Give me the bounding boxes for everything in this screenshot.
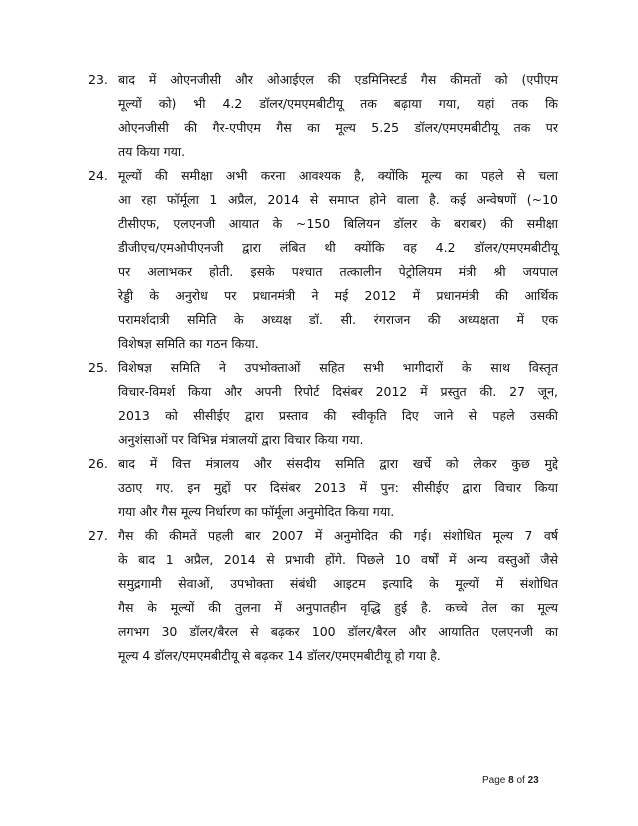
paragraph-line: लगभग 30 डॉलर/बैरल से बढ़कर 100 डॉलर/बैरल और आयातित एलएनजी का [118,624,558,639]
footer-page-word: Page [482,775,506,786]
footer-of-word: of [516,775,525,786]
paragraph-line: 2013 को सीसीईए द्वारा प्रस्ताव की स्वीकृति दिए जाने से पहले उसकी [118,408,558,423]
paragraph-line: गैस की कीमतें पहली बार 2007 में अनुमोदित की गई। संशोधित मूल्य 7 वर्ष [118,528,558,543]
paragraph-line: मूल्य 4 डॉलर/एमएमबीटीयू से बढ़कर 14 डॉलर/एमएमबीटीयू हो गया है. [118,648,441,663]
paragraph-number: 27. [88,528,108,543]
paragraph-line: गैस के मूल्यों की तुलना में अनुपातहीन वृद्धि हुई है. कच्चे तेल का मूल्य [118,600,558,615]
page-footer [482,775,539,786]
paragraph-number: 24. [88,168,108,183]
paragraph-line: विशेषज्ञ समिति ने उपभोक्ताओं सहित सभी भागीदारों के साथ विस्तृत [118,360,558,375]
paragraph-line: विचार-विमर्श किया और अपनी रिपोर्ट दिसंबर 2012 में प्रस्तुत की. 27 जून, [118,384,558,399]
paragraph-number: 26. [88,456,108,471]
paragraph-line: समुद्रगामी सेवाओं, उपभोक्ता संबंधी आइटम इत्यादि के मूल्यों में संशोधित [118,576,558,591]
paragraph-line: विशेषज्ञ समिति का गठन किया. [118,336,259,351]
paragraph-line: डीजीएच/एमओपीएनजी द्वारा लंबित थी क्योंकि वह 4.2 डॉलर/एमएमबीटीयू [118,240,558,255]
paragraph-line: मूल्यों को) भी 4.2 डॉलर/एमएमबीटीयू तक बढ़ाया गया, यहां तक कि [118,96,558,111]
paragraph-number: 25. [88,360,108,375]
footer-total-pages: 23 [527,775,539,786]
paragraph-line: टीसीएफ, एलएनजी आयात के ~150 बिलियन डॉलर के बराबर) की समीक्षा [118,216,558,231]
paragraph-line: ओएनजीसी की गैर-एपीएम गैस का मूल्य 5.25 डॉलर/एमएमबीटीयू तक पर [118,120,558,135]
paragraph-line: मूल्यों की समीक्षा अभी करना आवश्यक है, क्योंकि मूल्य का पहले से चला [118,168,558,183]
paragraph-line: पर अलाभकर होती. इसके पश्चात तत्कालीन पेट्रोलियम मंत्री श्री जयपाल [118,264,558,279]
paragraph-line: बाद में ओएनजीसी और ओआईएल की एडमिनिस्टर्ड गैस कीमतों को (एपीएम [118,72,558,87]
paragraph-line: के बाद 1 अप्रैल, 2014 से प्रभावी होंगे. पिछले 10 वर्षों में अन्य वस्तुओं जैसे [118,552,558,567]
footer-current-page: 8 [508,775,514,786]
paragraph-number: 23. [88,72,108,87]
paragraph-line: अनुशंसाओं पर विभिन्न मंत्रालयों द्वारा विचार किया गया. [118,432,364,447]
paragraph-line: उठाए गए. इन मुद्दों पर दिसंबर 2013 में पुन: सीसीईए द्वारा विचार किया [118,480,558,495]
paragraph-line: परामर्शदात्री समिति के अध्यक्ष डॉ. सी. रंगराजन की अध्यक्षता में एक [118,312,558,327]
paragraph-line: रेड्डी के अनुरोध पर प्रधानमंत्री ने मई 2012 में प्रधानमंत्री की आर्थिक [118,288,558,303]
paragraph-line: आ रहा फॉर्मूला 1 अप्रैल, 2014 से समाप्त होने वाला है. कई अन्वेषणों (~10 [118,192,558,207]
paragraph-line: गया और गैस मूल्य निर्धारण का फॉर्मूला अनुमोदित किया गया. [118,504,395,519]
paragraph-line: बाद में वित्त मंत्रालय और संसदीय समिति द्वारा खर्चे को लेकर कुछ मुद्दे [118,456,558,471]
paragraph-line: तय किया गया. [118,144,186,159]
